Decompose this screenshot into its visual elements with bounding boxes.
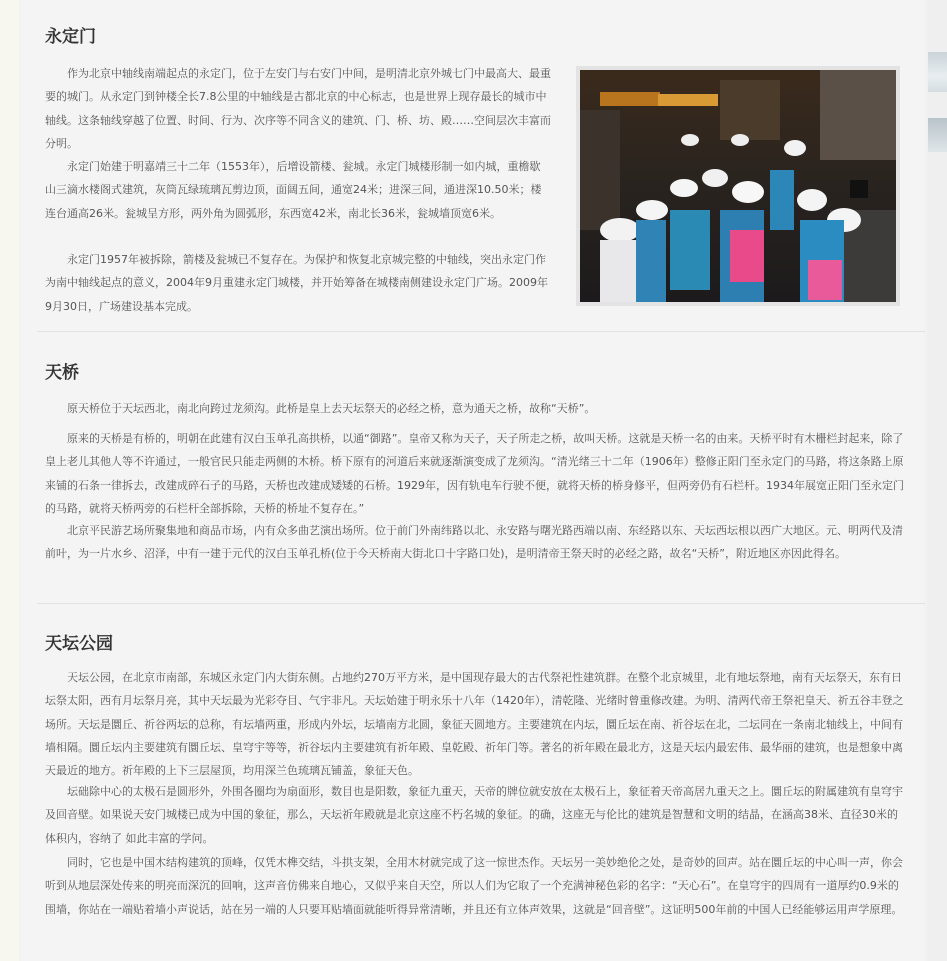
paragraph: 天坛公园，在北京市南部，东城区永定门内大街东侧。占地约270万平方米，是中国现存最大的古代祭祀性建筑群。在整个北京城里，北有地坛祭地，南有天坛祭天，东有日坛祭太阳，西有月坛祭月亮，其中天坛最为光彩夺目、气宇非凡。天坛始建于明永乐十八年（1420年），清乾隆、光绪时曾重修改建。为明、清两代帝王祭祀皇天、祈五谷丰登之场所。天坛是圜丘、祈谷两坛的总称，有坛墙两重，形成内外坛，坛墙南方北圆，象征天圆地方。主要建筑在内坛，圜丘坛在南、祈谷坛在北，二坛同在一条南北轴线上，中间有墙相隔。圜丘坛内主要建筑有圜丘坛、皇穹宇等等，祈谷坛内主要建筑有祈年殿、皇乾殿、祈年门等。著名的祈年殿在最北方，这是天坛内最宏伟、最华丽的建筑，也是想象中离天最近的地方。祈年殿的上下三层屋顶，均用深兰色琉璃瓦铺盖，象征天色。 — [45, 671, 904, 778]
section-title: 永定门 — [45, 27, 96, 47]
section-divider — [37, 331, 925, 332]
paragraph: 永定门始建于明嘉靖三十二年（1553年），后增设箭楼、瓮城。永定门城楼形制一如内城，重檐歇山三滴水楼阁式建筑，灰筒瓦绿琉璃瓦剪边顶，面阔五间，通宽24米；进深三间，通进深10.50米；楼连台通高26米。瓮城呈方形，两外角为圆弧形，东西宽42米，南北长36米，瓮城墙顶宽6米。 — [45, 160, 542, 220]
right-edge-decoration — [928, 52, 947, 92]
right-edge-decoration — [928, 118, 947, 152]
paragraph: 永定门1957年被拆除，箭楼及瓮城已不复存在。为保护和恢复北京城完整的中轴线，突出永定门作为南中轴线起点的意义，2004年9月重建永定门城楼，并开始筹备在城楼南侧建设永定门广场。2009年9月30日，广场建设基本完成。 — [45, 253, 548, 313]
paragraph: 作为北京中轴线南端起点的永定门，位于左安门与右安门中间，是明清北京外城七门中最高大、最重要的城门。从永定门到钟楼全长7.8公里的中轴线是古都北京的中心标志，也是世界上现存最长的城市中轴线。这条轴线穿越了位置、时间、行为、次序等不同含义的建筑、门、桥、坊、殿……空间层次丰富而分明。 — [45, 67, 551, 150]
section-title: 天坛公园 — [45, 634, 113, 654]
paragraph: 原天桥位于天坛西北，南北向跨过龙须沟。此桥是皇上去天坛祭天的必经之桥，意为通天之桥，故称“天桥”。 — [67, 402, 596, 415]
paragraph: 同时，它也是中国木结构建筑的顶峰，仅凭木榫交结，斗拱支架，全用木材就完成了这一惊世杰作。天坛另一美妙绝伦之处，是奇妙的回声。站在圜丘坛的中心叫一声，你会听到从地层深处传来的明亮而深沉的回响，这声音仿佛来自地心，又似乎来自天空，所以人们为它取了一个充满神秘色彩的名字：“天心石”。在皇穹宇的四周有一道厚约0.9米的围墙，你站在一端贴着墙小声说话，站在另一端的人只要耳贴墙面就能听得异常清晰，并且还有立体声效果，这就是“回音壁”。这证明500年前的中国人已经能够运用声学原理。 — [45, 856, 903, 916]
article-content — [21, 0, 924, 961]
paragraph: 原来的天桥是有桥的，明朝在此建有汉白玉单孔高拱桥，以通“御路”。皇帝又称为天子，天子所走之桥，故叫天桥。这就是天桥一名的由来。天桥平时有木栅栏封起来，除了皇上老儿其他人等不许通过，一般官民只能走两侧的木桥。桥下原有的河道后来就逐渐演变成了龙须沟。“清光绪三十二年（1906年）整修正阳门至永定门的马路，将这条路上原来铺的石条一律拆去，改建成碎石子的马路，天桥也改建成矮矮的石桥。1929年，因有轨电车行驶不便，就将天桥的桥身修平，但两旁仍有石栏杆。1934年展宽正阳门至永定门的马路，就将天桥两旁的石栏杆全部拆除，天桥的桥址不复存在。” — [45, 432, 904, 515]
section-photo — [576, 66, 900, 306]
photo-students-visiting — [580, 70, 896, 302]
section-divider — [37, 603, 925, 604]
page-left-margin — [0, 0, 19, 961]
paragraph: 坛础除中心的太极石是圆形外，外围各圈均为扇面形，数目也是阳数，象征九重天，天帝的牌位就安放在太极石上，象征着天帝高居九重天之上。圜丘坛的附属建筑有皇穹宇及回音壁。如果说天安门城楼已成为中国的象征，那么，天坛祈年殿就是北京这座不朽名城的象征。的确，这座无与伦比的建筑是智慧和文明的结晶，在涵高38米、直径30米的体积内，容纳了 如此丰富的学问。 — [45, 785, 903, 845]
section-title: 天桥 — [45, 363, 79, 383]
paragraph: 北京平民游艺场所聚集地和商品市场，内有众多曲艺演出场所。位于前门外南纬路以北、永安路与曙光路西端以南、东经路以东、天坛西坛根以西广大地区。元、明两代及清前叶，为一片水乡、沼泽，中有一建于元代的汉白玉单孔桥(位于今天桥南大街北口十字路口处)，是明清帝王祭天时的必经之路，故名“天桥”，附近地区亦因此得名。 — [45, 524, 903, 561]
